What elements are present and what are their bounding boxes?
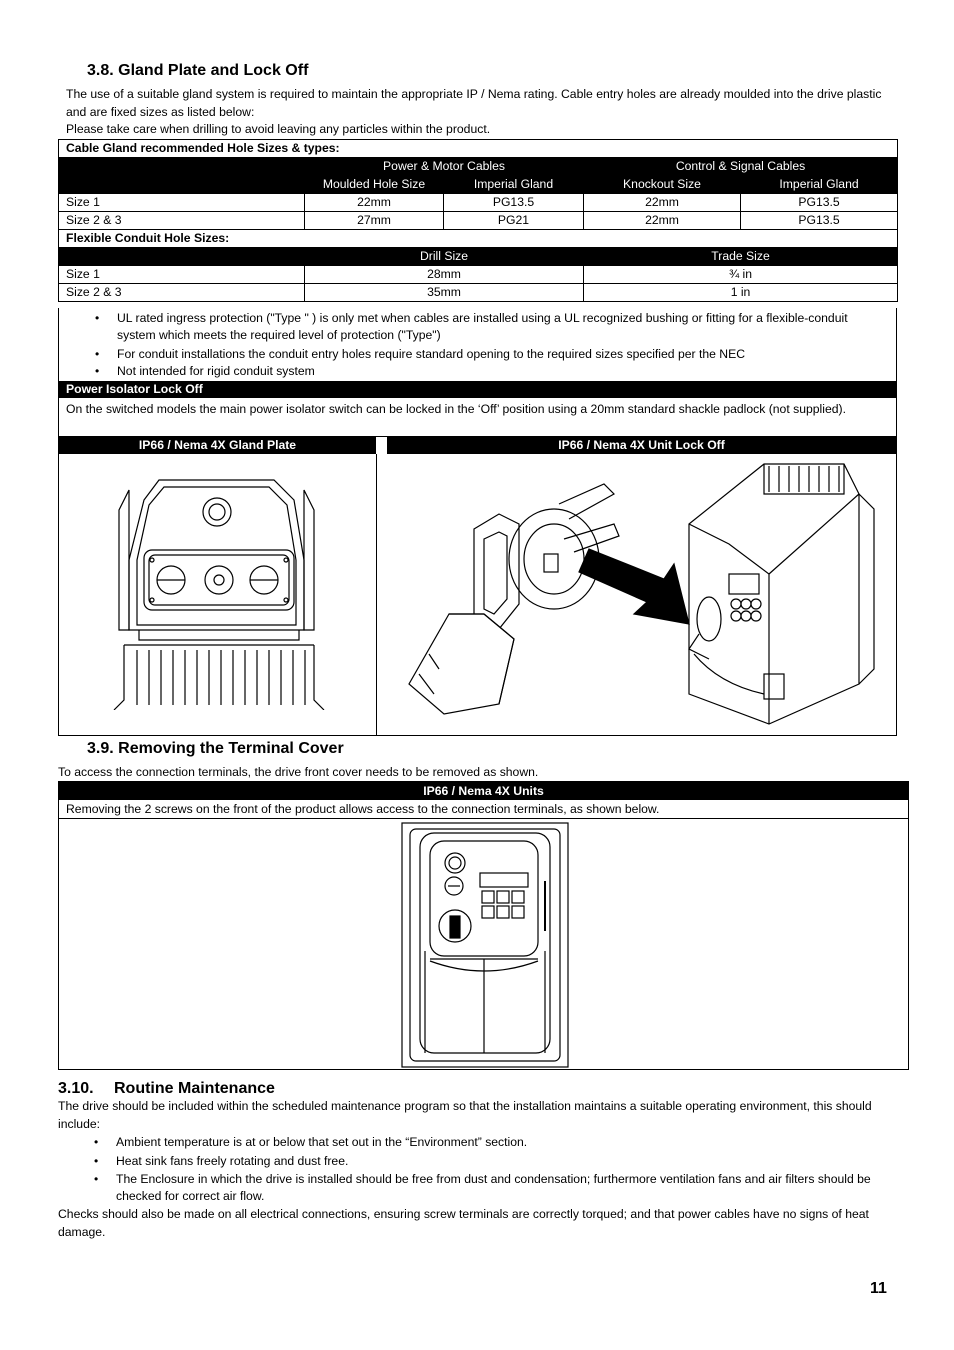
terminal-cover-intro: To access the connection terminals, the drive front cover needs to be removed as shown.: [58, 765, 539, 779]
box-text: Removing the 2 screws on the front of the product allows access to the connection terminals, as shown below.: [59, 800, 908, 819]
list-item: • UL rated ingress protection ("Type " ) is only met when cables are installed using a UL recognized bushing or fitting for a flexible-conduit system which meets the required level of protection ("Type"): [59, 310, 896, 344]
conduit-table-title: Flexible Conduit Hole Sizes:: [59, 230, 898, 248]
column-header: Drill Size: [305, 248, 584, 266]
list-item: • Not intended for rigid conduit system: [59, 363, 896, 380]
table-cell: PG21: [444, 212, 584, 230]
figure-caption-lock-off: IP66 / Nema 4X Unit Lock Off: [387, 437, 896, 454]
section-title: Gland Plate and Lock Off: [118, 62, 309, 79]
column-header: Imperial Gland: [444, 176, 584, 194]
table-cell: 28mm: [305, 266, 584, 284]
list-item: • Heat sink fans freely rotating and dust free.: [58, 1153, 898, 1170]
table-cell: 22mm: [305, 194, 444, 212]
terminal-cover-box: [58, 781, 909, 1070]
intro-paragraph: The use of a suitable gland system is required to maintain the appropriate IP / Nema rating. Cable entry holes are already moulded into the drive plastic and are fixed sizes as listed below:: [66, 87, 882, 119]
column-header: Moulded Hole Size: [305, 176, 444, 194]
terminal-cover-illustration: [400, 821, 570, 1069]
figure-caption-gland-plate: IP66 / Nema 4X Gland Plate: [59, 437, 376, 454]
maintenance-intro: The drive should be included within the scheduled maintenance program so that the installation maintains a suitable operating environment, this should include:: [58, 1099, 872, 1131]
column-header: Trade Size: [584, 248, 898, 266]
notes-list: [59, 308, 896, 380]
table-row: [59, 284, 898, 302]
list-item: • For conduit installations the conduit entry holes require standard opening to the required sizes specified per the NEC: [59, 346, 896, 363]
group-header-power: Power & Motor Cables: [305, 158, 584, 176]
table-cell: 27mm: [305, 212, 444, 230]
list-item: • The Enclosure in which the drive is installed should be free from dust and condensation; furthermore ventilation fans and air filters should be checked for correct air flow.: [58, 1171, 898, 1205]
table-row: [59, 266, 898, 284]
group-header-control: Control & Signal Cables: [584, 158, 898, 176]
table-cell: 35mm: [305, 284, 584, 302]
table-cell: 1 in: [584, 284, 898, 302]
column-header: Imperial Gland: [741, 176, 898, 194]
column-header: Knockout Size: [584, 176, 741, 194]
lock-off-illustration: [389, 454, 894, 734]
table-cell: ¾ in: [584, 266, 898, 284]
maintenance-outro: Checks should also be made on all electrical connections, ensuring screw terminals are correctly torqued; and that power cables have no signs of heat damage.: [58, 1207, 869, 1239]
gland-plate-illustration: [99, 460, 339, 710]
table-cell: PG13.5: [741, 212, 898, 230]
table-cell: 22mm: [584, 212, 741, 230]
section-number: 3.9.: [87, 740, 114, 757]
section-heading-3-10: [58, 1078, 275, 1100]
isolator-title: Power Isolator Lock Off: [59, 381, 897, 398]
row-label: Size 1: [59, 194, 305, 212]
row-label: Size 2 & 3: [59, 284, 305, 302]
table-cell: PG13.5: [741, 194, 898, 212]
isolator-text: On the switched models the main power isolator switch can be locked in the ‘Off’ position using a 20mm standard shackle padlock (not supplied).: [66, 402, 846, 416]
section-title: Routine Maintenance: [114, 1080, 275, 1097]
table-cell: PG13.5: [444, 194, 584, 212]
table-row: [59, 194, 898, 212]
page-number: 11: [870, 1280, 887, 1297]
section-title: Removing the Terminal Cover: [118, 740, 344, 757]
table-row: [59, 212, 898, 230]
maintenance-list: [58, 1134, 898, 1205]
section-heading-3-8: [87, 60, 308, 82]
gland-table: [58, 139, 898, 302]
section-number: 3.8.: [87, 62, 114, 79]
table-cell: 22mm: [584, 194, 741, 212]
row-label: Size 2 & 3: [59, 212, 305, 230]
gland-table-title: Cable Gland recommended Hole Sizes & types:: [59, 140, 898, 158]
list-item: • Ambient temperature is at or below that set out in the “Environment” section.: [58, 1134, 898, 1151]
box-title: IP66 / Nema 4X Units: [59, 782, 908, 800]
row-label: Size 1: [59, 266, 305, 284]
notes-box: [58, 308, 897, 736]
intro-note: Please take care when drilling to avoid leaving any particles within the product.: [66, 122, 491, 136]
section-heading-3-9: [87, 738, 344, 760]
section-number: 3.10.: [58, 1080, 94, 1097]
